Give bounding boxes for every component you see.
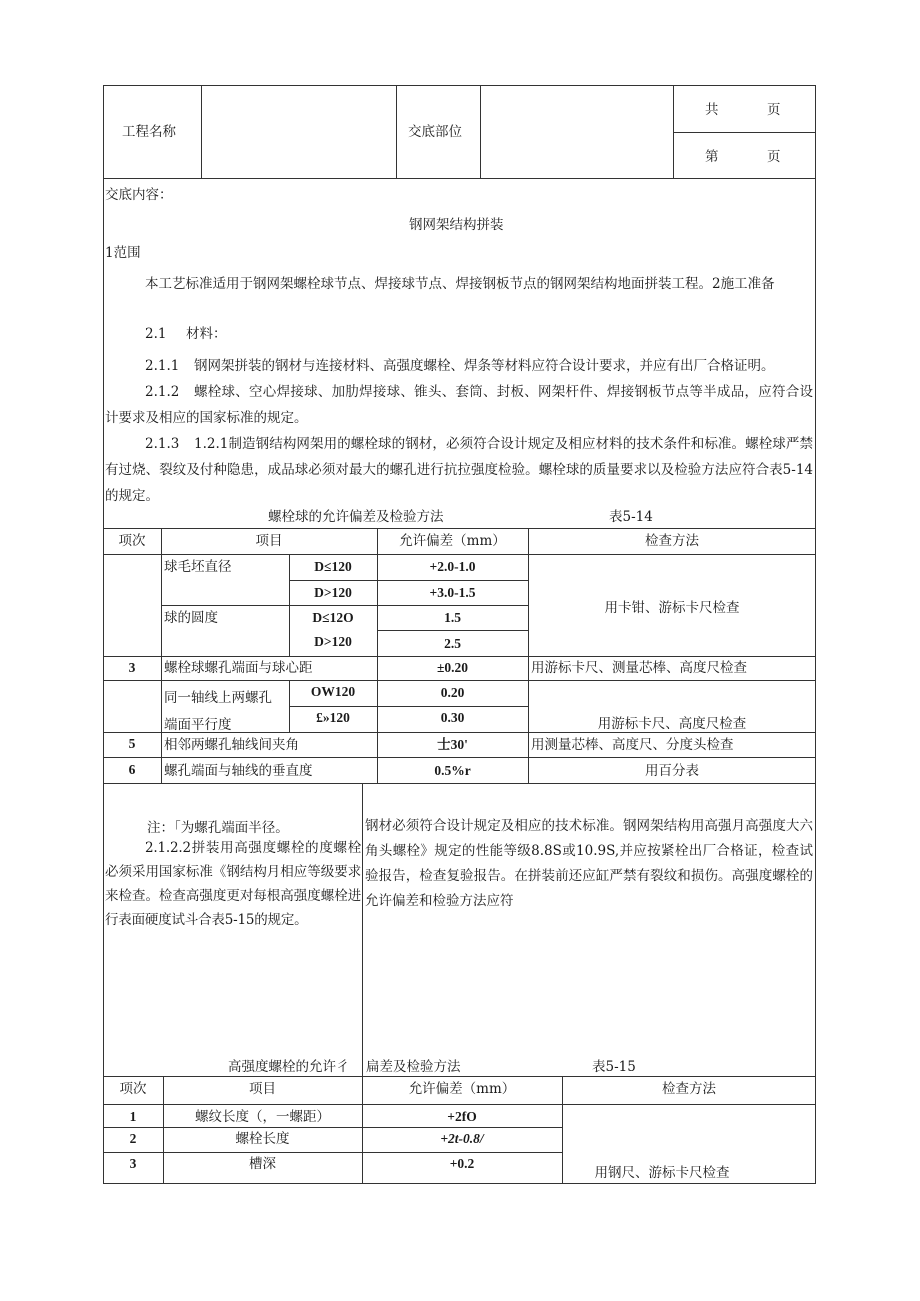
t1-r8-method: 用测量芯棒、高度尺、分度头检查 bbox=[531, 737, 734, 753]
t2-r3-no: 3 bbox=[129, 1156, 137, 1171]
t1-header-item: 项目 bbox=[255, 533, 283, 549]
section-2-1-num: 2.1 bbox=[145, 326, 167, 342]
t2-r1-item: 螺纹长度（，一螺距） bbox=[195, 1109, 330, 1125]
section-2-1-3-text: 1.2.1制造钢结构网架用的螺栓球的钢材，必须符合设计规定及相应材料的技术条件和标准。螺栓球严禁有过烧、裂纹及付种隐患，成品球必须对最大的螺孔进行抗拉强度检验。螺栓球的质量要求以及检验方法应符合表5-14的规定。 bbox=[105, 436, 813, 504]
t1-vline-4 bbox=[528, 528, 529, 784]
t1-r9-method: 用百分表 bbox=[645, 763, 699, 779]
t1-merged-method-2: 用游标卡尺、高度尺检查 bbox=[597, 716, 747, 732]
t2-header-no: 项次 bbox=[119, 1081, 147, 1097]
t1-r1-tol: +2.0-1.0 bbox=[429, 559, 476, 574]
t1-r6-cond: OW120 bbox=[310, 684, 356, 699]
t1-r4-tol: 2.5 bbox=[444, 636, 461, 651]
t1-hline-r6 bbox=[289, 706, 528, 707]
t1-r4-cond: D>120 bbox=[314, 634, 352, 649]
page-no-unit: 页 bbox=[767, 149, 781, 165]
section-2-1-2-2-left: 2.1.2.2拼装用高强度螺栓的度螺栓必须采用国家标准《钢结构月相应等级要求来检查。检查高强度更对每根高强度螺栓进行表面硬度试斗合表5-15的规定。 bbox=[105, 840, 361, 928]
header-col-2 bbox=[396, 85, 397, 179]
t2-merged-method: 用钢尺、游标卡尺检查 bbox=[594, 1165, 730, 1181]
split-column-divider bbox=[362, 784, 363, 1076]
t2-hline-r2 bbox=[103, 1152, 562, 1153]
t1-r8-item: 相邻两螺孔轴线间夹角 bbox=[164, 737, 299, 753]
outer-border-left bbox=[103, 85, 104, 1184]
page-no-label: 第 bbox=[705, 149, 719, 165]
t1-hline-r1 bbox=[289, 580, 528, 581]
project-name-field[interactable] bbox=[202, 86, 396, 178]
t2-r1-tol: +2fO bbox=[447, 1109, 477, 1124]
t1-hline-r3 bbox=[377, 630, 528, 631]
t2-r3-item: 槽深 bbox=[249, 1156, 276, 1172]
section-1-text: 本工艺标准适用于钢网架螺栓球节点、焊接球节点、焊接钢板节点的钢网架结构地面拼装工程。2施工准备 bbox=[145, 276, 775, 292]
t1-r5-method: 用游标卡尺、测量芯棒、高度尺检查 bbox=[531, 660, 747, 676]
project-name-label: 工程名称 bbox=[122, 124, 176, 140]
t1-header-tol: 允许偏差（mm） bbox=[399, 533, 506, 549]
t1-r7-cond: £»120 bbox=[316, 710, 350, 725]
t2-r3-tol: +0.2 bbox=[449, 1156, 475, 1171]
location-label: 交底部位 bbox=[408, 124, 462, 140]
t1-r6-item: 同一轴线上两螺孔 bbox=[164, 690, 272, 706]
section-2-1-2-num: 2.1.2 bbox=[145, 384, 180, 400]
t2-r2-tol: +2t-0.8/ bbox=[440, 1131, 484, 1146]
t1-hline-header bbox=[103, 554, 816, 555]
t1-r3-item: 球的圆度 bbox=[164, 610, 218, 626]
table2-caption-left: 高强度螺栓的允许彳 bbox=[228, 1059, 350, 1075]
t1-r5-item: 螺栓球螺孔端面与球心距 bbox=[164, 660, 313, 676]
outer-border-bottom bbox=[103, 1183, 816, 1184]
t1-r6-tol: 0.20 bbox=[440, 685, 465, 700]
t1-merged-method-1: 用卡钳、游标卡尺检查 bbox=[604, 600, 740, 616]
t1-r6-item-line2: 端面平行度 bbox=[164, 717, 232, 733]
t2-r2-item: 螺栓长度 bbox=[235, 1131, 290, 1147]
t1-r9-item: 螺孔端面与轴线的垂直度 bbox=[164, 763, 313, 779]
t2-header-item: 项目 bbox=[249, 1081, 276, 1097]
t1-header-no: 项次 bbox=[118, 533, 146, 549]
t2-r2-no: 2 bbox=[129, 1131, 137, 1146]
total-pages-unit: 页 bbox=[767, 102, 781, 118]
t1-r3-cond: D≤12O bbox=[312, 610, 354, 625]
note-text: 注：「为螺孔端面半径。 bbox=[147, 820, 289, 836]
t1-hline-r2 bbox=[161, 605, 528, 606]
doc-title: 钢网架结构拼装 bbox=[409, 217, 504, 233]
t1-r3-tol: 1.5 bbox=[444, 610, 461, 625]
t1-hline-top bbox=[103, 528, 816, 529]
t2-r1-no: 1 bbox=[129, 1109, 137, 1124]
t1-hline-r4 bbox=[103, 656, 816, 657]
table2-number: 表5-15 bbox=[592, 1059, 636, 1075]
section-2-1-2-2-right: 钢材必须符合设计规定及相应的技术标准。钢网架结构用高强月高强度大六角头螺栓》规定的性能等级8.8S或10.9S,并应按紧栓出厂合格证，检查试验报告，检查复验报告。在拼装前还应缸严禁有裂纹和损伤。高强度螺栓的允许偏差和检验方法应符 bbox=[365, 818, 813, 909]
header-page-divider bbox=[673, 132, 816, 133]
t1-r5-no: 3 bbox=[128, 660, 136, 675]
outer-border-right bbox=[815, 85, 816, 1184]
t1-r1-cond: D≤120 bbox=[314, 559, 352, 574]
t1-r9-no: 6 bbox=[128, 762, 136, 777]
table2-caption-right: 扁差及检验方法 bbox=[366, 1059, 461, 1075]
t2-hline-header bbox=[103, 1104, 816, 1105]
t2-hline-r1 bbox=[103, 1127, 562, 1128]
section-2-1-3-num: 2.1.3 bbox=[145, 436, 180, 452]
total-pages-label: 共 bbox=[705, 102, 719, 118]
t2-header-method: 检查方法 bbox=[662, 1081, 716, 1097]
table1-number: 表5-14 bbox=[609, 509, 653, 525]
t1-r1-item: 球毛坯直径 bbox=[164, 559, 232, 575]
t1-vline-1 bbox=[161, 528, 162, 784]
t1-hline-bottom bbox=[103, 783, 816, 784]
location-field[interactable] bbox=[481, 86, 673, 178]
t1-r8-no: 5 bbox=[128, 736, 136, 751]
t2-header-tol: 允许偏差（mm） bbox=[408, 1081, 516, 1097]
t2-hline-top bbox=[103, 1076, 816, 1077]
section-2-1-label: 材料： bbox=[186, 326, 227, 342]
t1-r2-tol: +3.0-1.5 bbox=[429, 585, 476, 600]
header-divider bbox=[103, 178, 816, 179]
t1-r5-tol: ±0.20 bbox=[436, 660, 469, 675]
t1-r8-tol: 士30' bbox=[437, 737, 468, 752]
t1-header-method: 检查方法 bbox=[645, 533, 699, 549]
section-1-heading: 1范围 bbox=[105, 245, 141, 261]
section-2-1-2-text: 螺栓球、空心焊接球、加肋焊接球、锥头、套筒、封板、网架杆件、焊接钢板节点等半成品，应符合设计要求及相应的国家标准的规定。 bbox=[105, 384, 813, 426]
section-2-1-1-text: 钢网架拼装的钢材与连接材料、高强度螺栓、焊条等材料应符合设计要求，并应有出厂合格证明。 bbox=[194, 358, 775, 374]
t1-r7-tol: 0.30 bbox=[440, 710, 465, 725]
content-label: 交底内容： bbox=[105, 187, 173, 203]
section-2-1-1-num: 2.1.1 bbox=[145, 358, 180, 374]
t1-r2-cond: D>120 bbox=[314, 585, 352, 600]
t1-hline-r5 bbox=[103, 680, 816, 681]
t1-hline-r8 bbox=[103, 757, 816, 758]
t1-r9-tol: 0.5%r bbox=[434, 763, 471, 778]
table1-caption: 螺栓球的允许偏差及检验方法 bbox=[268, 509, 444, 525]
